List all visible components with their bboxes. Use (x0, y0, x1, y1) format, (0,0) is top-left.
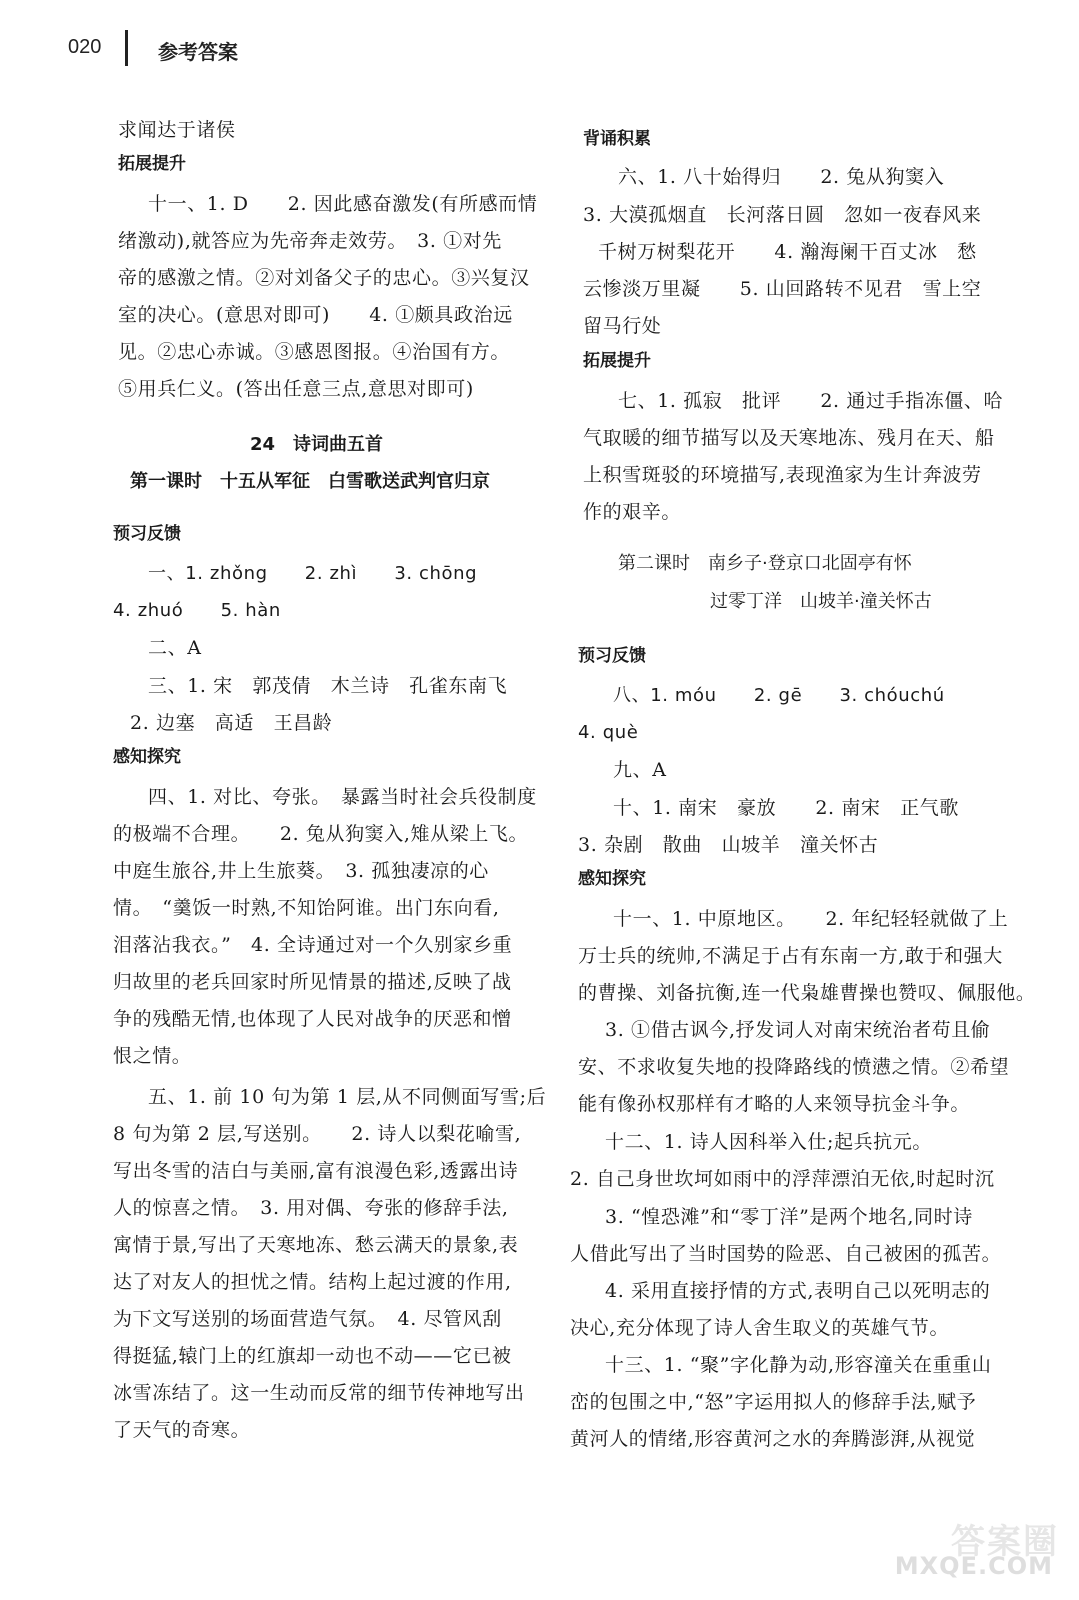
text-line: 七、1. 孤寂 批评 2. 通过手指冻僵、哈 (618, 390, 1004, 412)
text-line: 3. 大漠孤烟直 长河落日圆 忽如一夜春风来 (583, 204, 982, 226)
text-line: ⑤用兵仁义。(答出任意三点,意思对即可) (118, 378, 474, 400)
text-line: 泪落沾我衣。” 4. 全诗通过对一个久别家乡重 (113, 934, 513, 956)
text-line: 绪激动),就答应为先帝奔走效劳。 3. ①对先 (118, 230, 502, 252)
section-heading: 背诵积累 (583, 129, 651, 149)
text-line: 4. què (578, 722, 639, 743)
text-line: 十一、1. 中原地区。 2. 年纪轻轻就做了上 (613, 908, 1009, 930)
text-line: 2. 边塞 高适 王昌龄 (130, 712, 333, 734)
text-line: 人借此写出了当时国势的险恶、自己被困的孤苦。 (570, 1243, 1002, 1265)
page-number: 020 (68, 36, 102, 58)
text-line: 四、1. 对比、夸张。 暴露当时社会兵役制度 (148, 786, 537, 808)
text-line: 的曹操、刘备抗衡,连一代枭雄曹操也赞叹、佩服他。 (578, 982, 1036, 1004)
text-line: 寓情于景,写出了天寒地冻、愁云满天的景象,表 (113, 1234, 519, 1256)
text-line: 3. “惶恐滩”和“零丁洋”是两个地名,同时诗 (605, 1206, 973, 1228)
text-line: 4. zhuó 5. hàn (113, 600, 281, 621)
text-line: 恨之情。 (113, 1045, 192, 1067)
text-line: 作的艰辛。 (583, 501, 682, 523)
text-line: 3. 杂剧 散曲 山坡羊 潼关怀古 (578, 834, 879, 856)
lesson-title: 过零丁洋 山坡羊·潼关怀古 (710, 591, 932, 612)
text-line: 十一、1. D 2. 因此感奋激发(有所感而情 (148, 193, 538, 215)
text-line: 上积雪斑驳的环境描写,表现渔家为生计奔波劳 (583, 464, 982, 486)
text-line: 归故里的老兵回家时所见情景的描述,反映了战 (113, 971, 512, 993)
text-line: 帝的感激之情。②对刘备父子的忠心。③兴复汉 (118, 267, 530, 289)
text-line: 了天气的奇寒。 (113, 1419, 251, 1441)
text-line: 8 句为第 2 层,写送别。 2. 诗人以梨花喻雪, (113, 1123, 522, 1145)
text-line: 得挺猛,辕门上的红旗却一动也不动——它已被 (113, 1345, 512, 1367)
text-line: 万士兵的统帅,不满足于占有东南一方,敢于和强大 (578, 945, 1003, 967)
text-line: 达了对友人的担忧之情。结构上起过渡的作用, (113, 1271, 512, 1293)
text-line: 写出冬雪的洁白与美丽,富有浪漫色彩,透露出诗 (113, 1160, 519, 1182)
text-line: 为下文写送别的场面营造气氛。 4. 尽管风刮 (113, 1308, 502, 1330)
text-line: 黄河人的情绪,形容黄河之水的奔腾澎湃,从视觉 (570, 1428, 976, 1450)
text-line: 十、1. 南宋 豪放 2. 南宋 正气歌 (613, 797, 959, 819)
watermark-url: MXQE.COM (894, 1552, 1053, 1580)
text-line: 人的惊喜之情。 3. 用对偶、夸张的修辞手法, (113, 1197, 509, 1219)
text-line: 2. 自己身世坎坷如雨中的浮萍漂泊无依,时起时沉 (570, 1168, 995, 1190)
text-line: 能有像孙权那样有才略的人来领导抗金斗争。 (578, 1093, 971, 1115)
section-heading: 感知探究 (578, 869, 646, 889)
text-line: 千树万树梨花开 4. 瀚海阑干百丈冰 愁 (598, 241, 977, 263)
text-line: 气取暖的细节描写以及天寒地冻、残月在天、船 (583, 427, 995, 449)
text-line: 见。②忠心赤诚。③感恩图报。④治国有方。 (118, 341, 511, 363)
text-line: 安、不求收复失地的投降路线的愤懑之情。②希望 (578, 1056, 1010, 1078)
text-line: 的极端不合理。 2. 兔从狗窦入,雉从梁上飞。 (113, 823, 529, 845)
header-divider (125, 30, 128, 66)
text-line: 十三、1. “聚”字化静为动,形容潼关在重重山 (605, 1354, 992, 1376)
section-heading: 预习反馈 (578, 646, 646, 666)
text-line: 4. 采用直接抒情的方式,表明自己以死明志的 (605, 1280, 991, 1302)
text-line: 九、A (613, 759, 667, 781)
section-heading: 拓展提升 (583, 351, 651, 371)
text-line: 二、A (148, 637, 202, 659)
lesson-title: 第二课时 南乡子·登京口北固亭有怀 (618, 553, 912, 574)
section-heading: 感知探究 (113, 747, 181, 767)
watermark-logo (894, 1514, 1059, 1584)
text-line: 情。 “羹饭一时熟,不知饴阿谁。出门东向看, (113, 897, 500, 919)
text-line: 六、1. 八十始得归 2. 兔从狗窦入 (618, 166, 945, 188)
page-header (68, 30, 368, 70)
chapter-title: 24 诗词曲五首 (250, 434, 384, 455)
text-line: 峦的包围之中,“怒”字运用拟人的修辞手法,赋予 (570, 1391, 977, 1413)
text-line: 3. ①借古讽今,抒发词人对南宋统治者苟且偷 (605, 1019, 991, 1041)
text-line: 十二、1. 诗人因科举入仕;起兵抗元。 (605, 1131, 932, 1153)
text-line: 八、1. móu 2. gē 3. chóuchú (613, 685, 945, 706)
section-title: 参考答案 (158, 40, 238, 64)
text-line: 三、1. 宋 郭茂倩 木兰诗 孔雀东南飞 (148, 675, 508, 697)
text-line: 云惨淡万里凝 5. 山回路转不见君 雪上空 (583, 278, 982, 300)
lesson-title: 第一课时 十五从军征 白雪歌送武判官归京 (130, 471, 490, 492)
text-line: 室的决心。(意思对即可) 4. ①颇具政治远 (118, 304, 513, 326)
text-line: 争的残酷无情,也体现了人民对战争的厌恶和憎 (113, 1008, 512, 1030)
text-line: 求闻达于诸侯 (118, 119, 236, 141)
section-heading: 预习反馈 (113, 524, 181, 544)
section-heading: 拓展提升 (118, 154, 186, 174)
text-line: 中庭生旅谷,井上生旅葵。 3. 孤独凄凉的心 (113, 860, 489, 882)
text-line: 一、1. zhǒng 2. zhì 3. chōng (148, 563, 478, 584)
text-line: 五、1. 前 10 句为第 1 层,从不同侧面写雪;后 (148, 1086, 547, 1108)
watermark-text: 答案圈 (951, 1522, 1059, 1562)
text-line: 冰雪冻结了。这一生动而反常的细节传神地写出 (113, 1382, 525, 1404)
text-line: 留马行处 (583, 315, 662, 337)
text-line: 决心,充分体现了诗人舍生取义的英雄气节。 (570, 1317, 950, 1339)
